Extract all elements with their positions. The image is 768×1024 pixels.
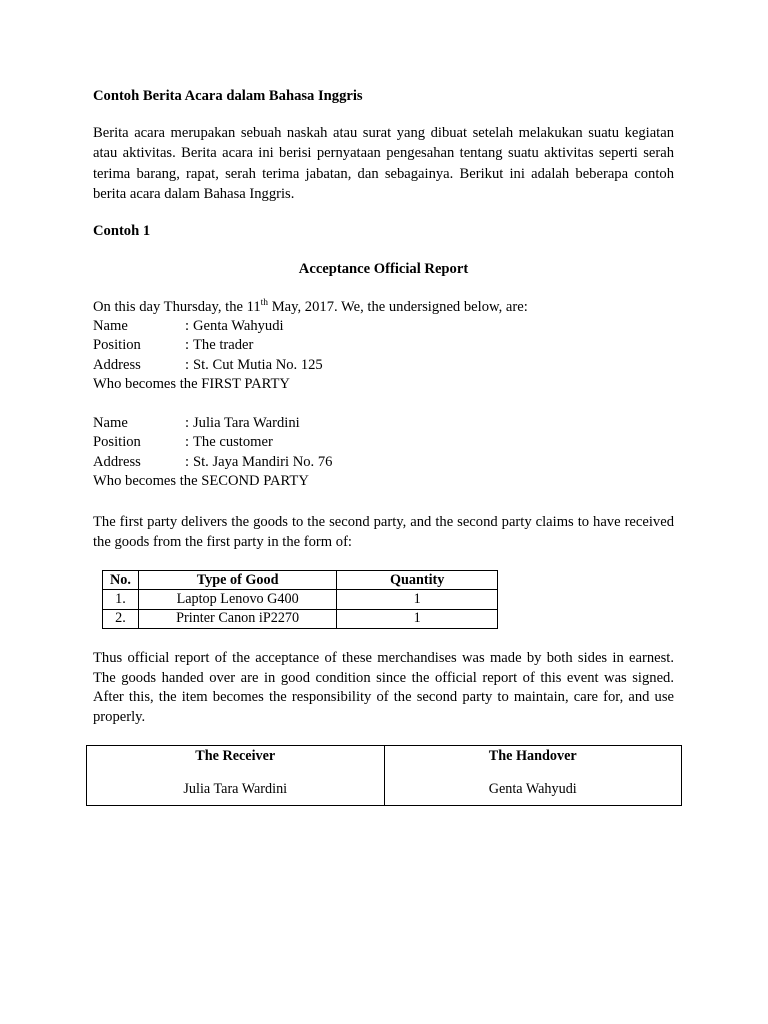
column-header: No.: [103, 571, 139, 590]
handover-signature-cell: [384, 746, 682, 806]
table-row: [103, 590, 498, 609]
opening-text-after: May, 2017. We, the undersigned below, are:: [268, 299, 528, 315]
party-field-label: Address: [93, 453, 141, 470]
field-colon: :: [185, 318, 190, 334]
signature-table: [86, 745, 682, 806]
party-field-label: Address: [93, 356, 141, 373]
goods-table: [102, 570, 498, 629]
column-header: Type of Good: [138, 571, 336, 590]
party-field-value: St. Cut Mutia No. 125: [193, 356, 323, 373]
party-row: [93, 356, 493, 375]
field-colon: :: [185, 337, 190, 354]
table-cell: 2.: [103, 609, 139, 628]
signature-title: The Handover: [488, 748, 577, 764]
party-field-value: Julia Tara Wardini: [193, 415, 300, 431]
table-cell: 1: [337, 609, 498, 628]
table-row: [103, 609, 498, 628]
table-cell: 1: [337, 590, 498, 609]
field-colon: :: [185, 415, 190, 431]
party-field-label: Name: [93, 318, 128, 334]
table-header-row: [103, 571, 498, 590]
signature-title: The Receiver: [195, 748, 276, 764]
opening-text-before: On this day Thursday, the 11: [93, 299, 261, 315]
party-field-value: The trader: [193, 337, 254, 354]
signature-row: [87, 746, 682, 806]
party-row: [93, 453, 493, 472]
field-colon: :: [185, 453, 190, 470]
party-row: [93, 317, 493, 336]
party-role-line: Who becomes the FIRST PARTY: [93, 375, 290, 392]
party-field-label: Position: [93, 337, 141, 354]
report-title: Acceptance Official Report: [298, 261, 469, 277]
party-field-label: Position: [93, 434, 141, 451]
intro-paragraph: Berita acara merupakan sebuah naskah atau surat yang dibuat setelah melakukan suatu kegiatan atau aktivitas. Berita acara ini berisi pernyataan pengesahan tentang suatu aktivitas seperti serah terima barang, rapat, serah terima jabatan, dan sebagainya. Berikut ini adalah beberapa contoh berita acara dalam Bahasa Inggris.: [93, 125, 674, 203]
delivery-paragraph: The first party delivers the goods to the second party, and the second party claims to have received the goods from the first party in the form of:: [93, 514, 674, 551]
document-title: Contoh Berita Acara dalam Bahasa Inggris: [93, 88, 363, 104]
party-field-value: St. Jaya Mandiri No. 76: [193, 453, 333, 470]
first-party-block: [93, 317, 493, 394]
party-field-value: The customer: [193, 434, 273, 451]
closing-paragraph: Thus official report of the acceptance of these merchandises was made by both sides in earnest. The goods handed over are in good condition since the official report of this event was signed. After this, the item becomes the responsibility of the second party to maintain, care for, and use properly.: [93, 650, 674, 726]
party-row: [93, 433, 493, 452]
field-colon: :: [185, 356, 190, 373]
party-row: [93, 414, 493, 433]
field-colon: :: [185, 434, 190, 451]
party-role-line: Who becomes the SECOND PARTY: [93, 472, 309, 489]
signature-name: Genta Wahyudi: [488, 781, 577, 797]
table-cell: Laptop Lenovo G400: [138, 590, 336, 609]
party-field-value: Genta Wahyudi: [193, 318, 284, 334]
party-row: [93, 336, 493, 355]
opening-statement: [93, 299, 528, 316]
table-cell: 1.: [103, 590, 139, 609]
ordinal-suffix: th: [260, 298, 269, 308]
second-party-block: [93, 414, 493, 491]
receiver-signature-cell: [87, 746, 385, 806]
signature-name: Julia Tara Wardini: [183, 781, 288, 797]
example-heading: Contoh 1: [93, 223, 151, 239]
column-header: Quantity: [337, 571, 498, 590]
table-cell: Printer Canon iP2270: [138, 609, 336, 628]
party-field-label: Name: [93, 415, 128, 431]
